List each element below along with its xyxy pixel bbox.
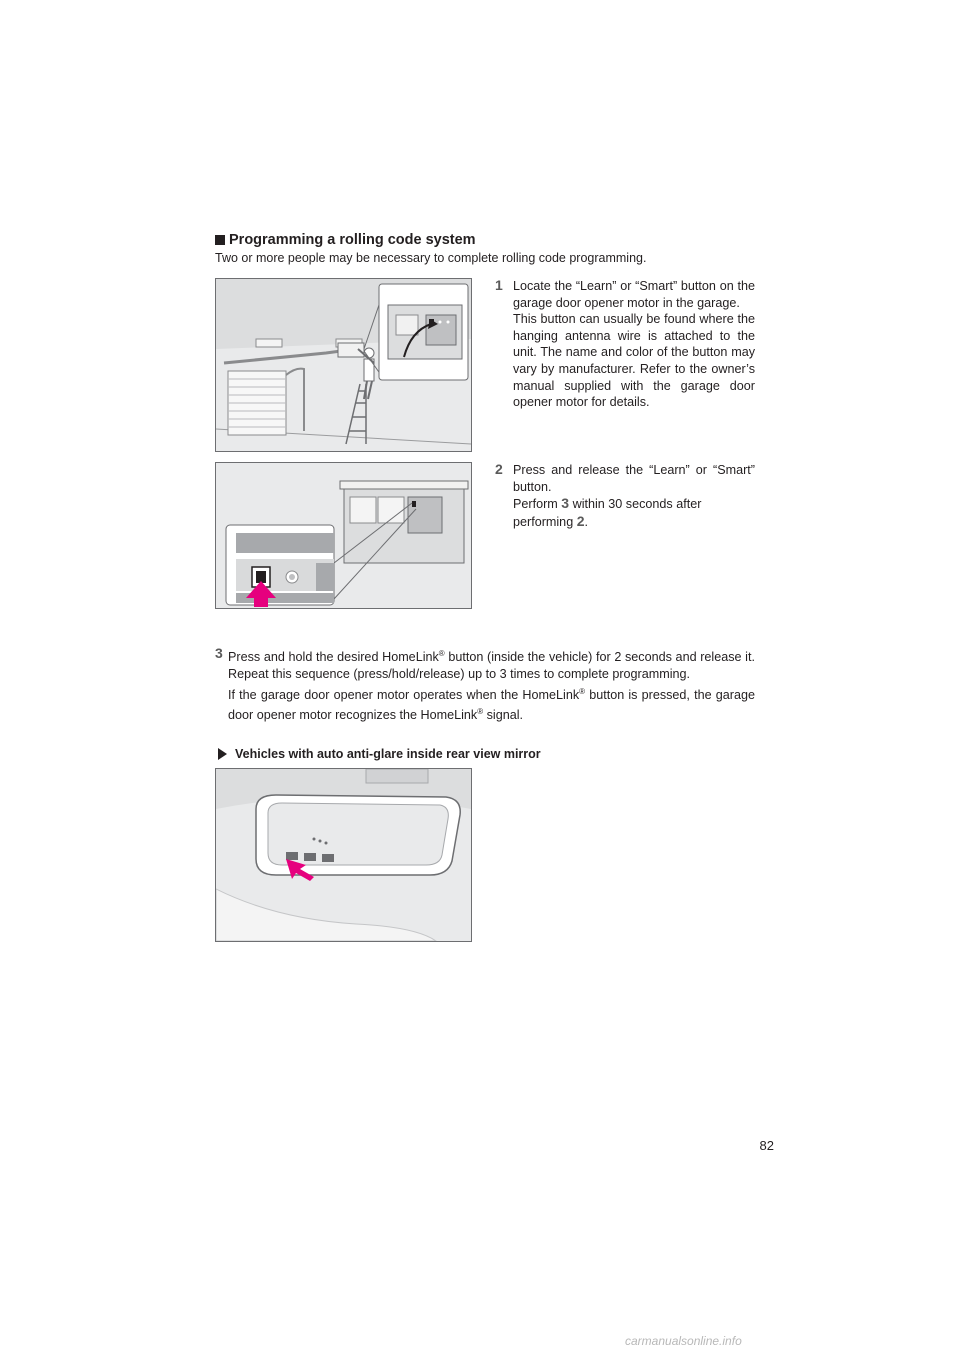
rear-view-mirror-image (216, 769, 471, 941)
opener-button-illustration (215, 462, 472, 609)
section-heading (215, 232, 476, 248)
step-3 (215, 646, 755, 724)
step-3-number: 3 (215, 645, 223, 661)
step-1-number: 1 (495, 277, 503, 293)
step-2 (495, 462, 755, 530)
step-3-note: If the garage door opener motor operates when the HomeLink® button is pressed, the garage door opener motor recognizes the HomeLink® signal. (228, 687, 755, 723)
mirror-illustration (215, 768, 472, 942)
step-2-number: 2 (495, 461, 503, 477)
section-intro: Two or more people may be necessary to complete rolling code programming. (215, 251, 647, 265)
step-ref-2: 2 (576, 512, 585, 529)
garage-scene-image (216, 279, 471, 451)
step-1 (495, 278, 755, 411)
step-1-instruction: Locate the “Learn” or “Smart” button on the garage door opener motor in the garage. (513, 279, 755, 310)
page-number: 82 (759, 1138, 774, 1153)
step-2-timing: Perform 3 within 30 seconds after performing 2. (513, 495, 702, 529)
square-bullet-icon (215, 235, 225, 245)
watermark: carmanualsonline.info (625, 1334, 742, 1348)
step-ref-3: 3 (561, 495, 570, 512)
step-1-note: This button can usually be found where the hanging antenna wire is attached to the unit. The name and color of the button may vary by manufacturer. Refer to the owner’s manual supplied with the garage door opener motor for details. (513, 312, 755, 410)
step-3-instruction: Press and hold the desired HomeLink® button (inside the vehicle) for 2 seconds and release it. Repeat this sequence (press/hold/release) up to 3 times to complete programming. (228, 649, 755, 681)
garage-illustration (215, 278, 472, 452)
opener-unit-image (216, 463, 471, 608)
vehicle-variant-heading: Vehicles with auto anti-glare inside rear view mirror (218, 747, 541, 761)
section-heading-text: Programming a rolling code system (229, 232, 476, 248)
triangle-bullet-icon (218, 748, 227, 760)
step-2-instruction: Press and release the “Learn” or “Smart” button. (513, 463, 755, 494)
